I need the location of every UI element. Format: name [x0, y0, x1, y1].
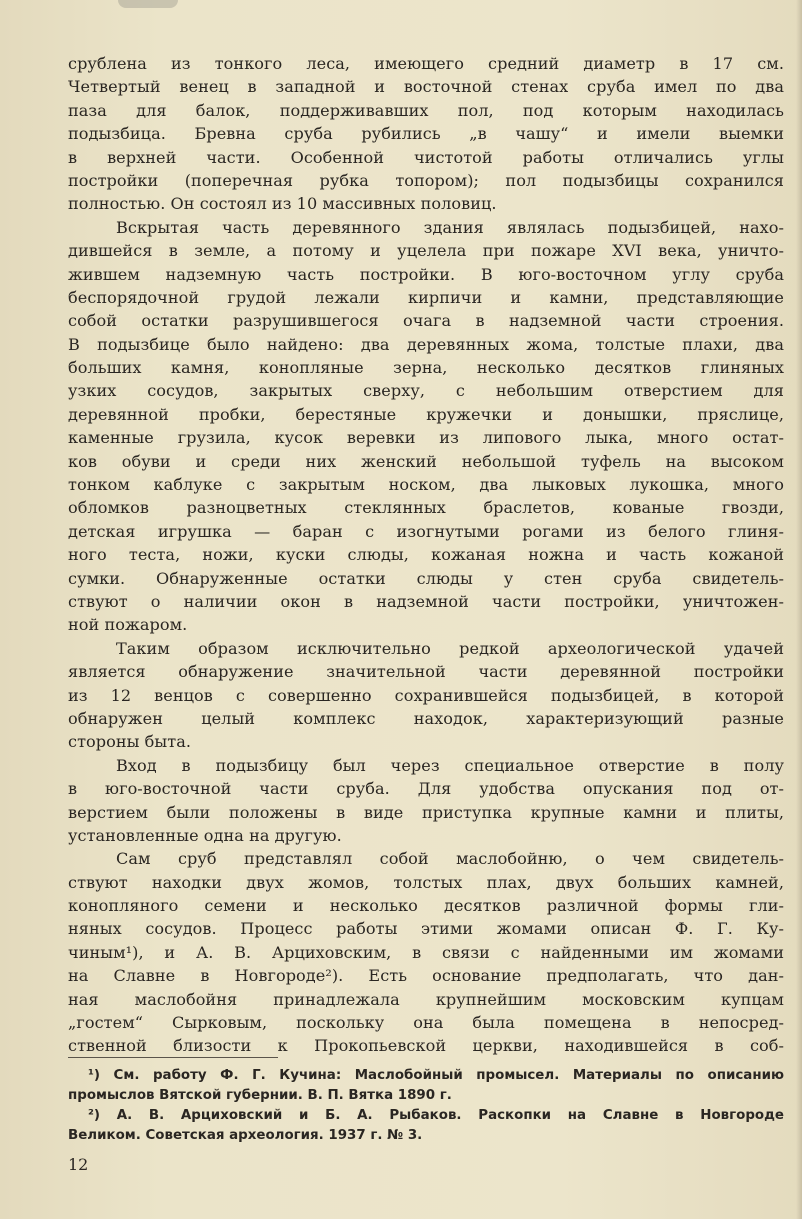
text-line: верстием были положены в виде приступка крупные камни и плиты,	[68, 802, 784, 822]
text-line: постройки (поперечная рубка топором); пол подызбицы сохранился	[68, 170, 784, 190]
text-line: паза для балок, поддерживавших пол, под которым находилась	[68, 100, 784, 120]
text-line: „гостем“ Сырковым, поскольку она была помещена в непосред-	[68, 1013, 784, 1033]
text-line: ного теста, ножи, куски слюды, кожаная ножна и часть кожаной	[68, 545, 784, 565]
text-line: собой остатки разрушившегося очага в надземной части строения.	[68, 311, 784, 331]
text-line: ствуют находки двух жомов, толстых плах, двух больших камней,	[68, 872, 784, 892]
footnote-divider	[68, 1057, 278, 1058]
text-line: каменные грузила, кусок веревки из липового лыка, много остат-	[68, 428, 784, 448]
text-line: дившейся в земле, а потому и уцелела при пожаре XVI века, уничто-	[68, 241, 784, 261]
text-line: является обнаружение значительной части деревянной постройки	[68, 662, 784, 682]
text-line: срублена из тонкого леса, имеющего средний диаметр в 17 см.	[68, 54, 784, 73]
text-line: в юго-восточной части сруба. Для удобства опускания под от-	[68, 779, 784, 799]
text-line: полностью. Он состоял из 10 массивных половиц.	[68, 194, 497, 214]
text-line: стороны быта.	[68, 732, 192, 752]
text-line: обнаружен целый комплекс находок, характеризующий разные	[68, 708, 784, 728]
text-line: жившем надземную часть постройки. В юго-восточном углу сруба	[68, 264, 784, 284]
page-number: 12	[68, 1155, 89, 1174]
page-edge-shadow	[796, 0, 802, 1219]
footnotes-block	[68, 1066, 784, 1146]
text-line: ная маслобойня принадлежала крупнейшим московским купцам	[68, 989, 784, 1009]
text-line: подызбица. Бревна сруба рубились „в чашу“ и имели выемки	[68, 124, 784, 144]
text-line: больших камня, конопляные зерна, несколько десятков глиняных	[68, 358, 784, 378]
text-line: обломков разноцветных стеклянных браслетов, кованые гвозди,	[68, 498, 784, 518]
footnote-line: Великом. Советская археология. 1937 г. № 3.	[68, 1128, 423, 1143]
text-line: беспорядочной грудой лежали кирпичи и камни, представляющие	[68, 287, 784, 307]
text-line: ствуют о наличии окон в надземной части постройки, уничтожен-	[68, 591, 784, 611]
text-line: тонком каблуке с закрытым носком, два лыковых лукошка, много	[68, 475, 784, 495]
text-line: конопляного семени и несколько десятков различной формы гли-	[68, 896, 784, 916]
text-line: чиным¹), и А. В. Арциховским, в связи с найденными им жомами	[68, 942, 784, 962]
text-line: Четвертый венец в западной и восточной стенах сруба имел по два	[68, 77, 784, 97]
text-line: детская игрушка — баран с изогнутыми рогами из белого глиня-	[68, 521, 784, 541]
text-line: узких сосудов, закрытых сверху, с небольшим отверстием для	[68, 381, 784, 401]
page-stain	[118, 0, 178, 8]
text-line: Вход в подызбицу был через специальное отверстие в полу	[116, 755, 784, 775]
text-line: установленные одна на другую.	[68, 825, 342, 845]
text-line: ков обуви и среди них женский небольшой туфель на высоком	[68, 451, 784, 471]
text-line: на Славне в Новгороде²). Есть основание предполагать, что дан-	[68, 966, 784, 986]
footnote-line: ¹) См. работу Ф. Г. Кучина: Маслобойный промысел. Материалы по описанию	[88, 1068, 784, 1083]
text-line: сумки. Обнаруженные остатки слюды у стен сруба свидетель-	[68, 568, 784, 588]
text-line: няных сосудов. Процесс работы этими жомами описан Ф. Г. Ку-	[68, 919, 784, 939]
text-line: Таким образом исключительно редкой археологической удачей	[116, 638, 784, 658]
text-line: Сам сруб представлял собой маслобойню, о чем свидетель-	[116, 849, 784, 869]
text-line: в верхней части. Особенной чистотой работы отличались углы	[68, 147, 784, 167]
text-line: деревянной пробки, берестяные кружечки и донышки, пряслице,	[68, 404, 784, 424]
text-line: из 12 венцов с совершенно сохранившейся подызбицей, в которой	[68, 685, 784, 705]
text-line: ственной близости к Прокопьевской церкви, находившейся в соб-	[68, 1036, 784, 1056]
main-text-block	[68, 52, 784, 1058]
footnote-line: промыслов Вятской губернии. В. П. Вятка 1890 г.	[68, 1088, 452, 1103]
text-line: Вскрытая часть деревянного здания являлась подызбицей, нахо-	[116, 217, 784, 237]
text-line: В подызбице было найдено: два деревянных жома, толстые плахи, два	[68, 334, 784, 354]
text-line: ной пожаром.	[68, 615, 188, 635]
footnote-line: ²) А. В. Арциховский и Б. А. Рыбаков. Раскопки на Славне в Новгороде	[88, 1108, 784, 1123]
